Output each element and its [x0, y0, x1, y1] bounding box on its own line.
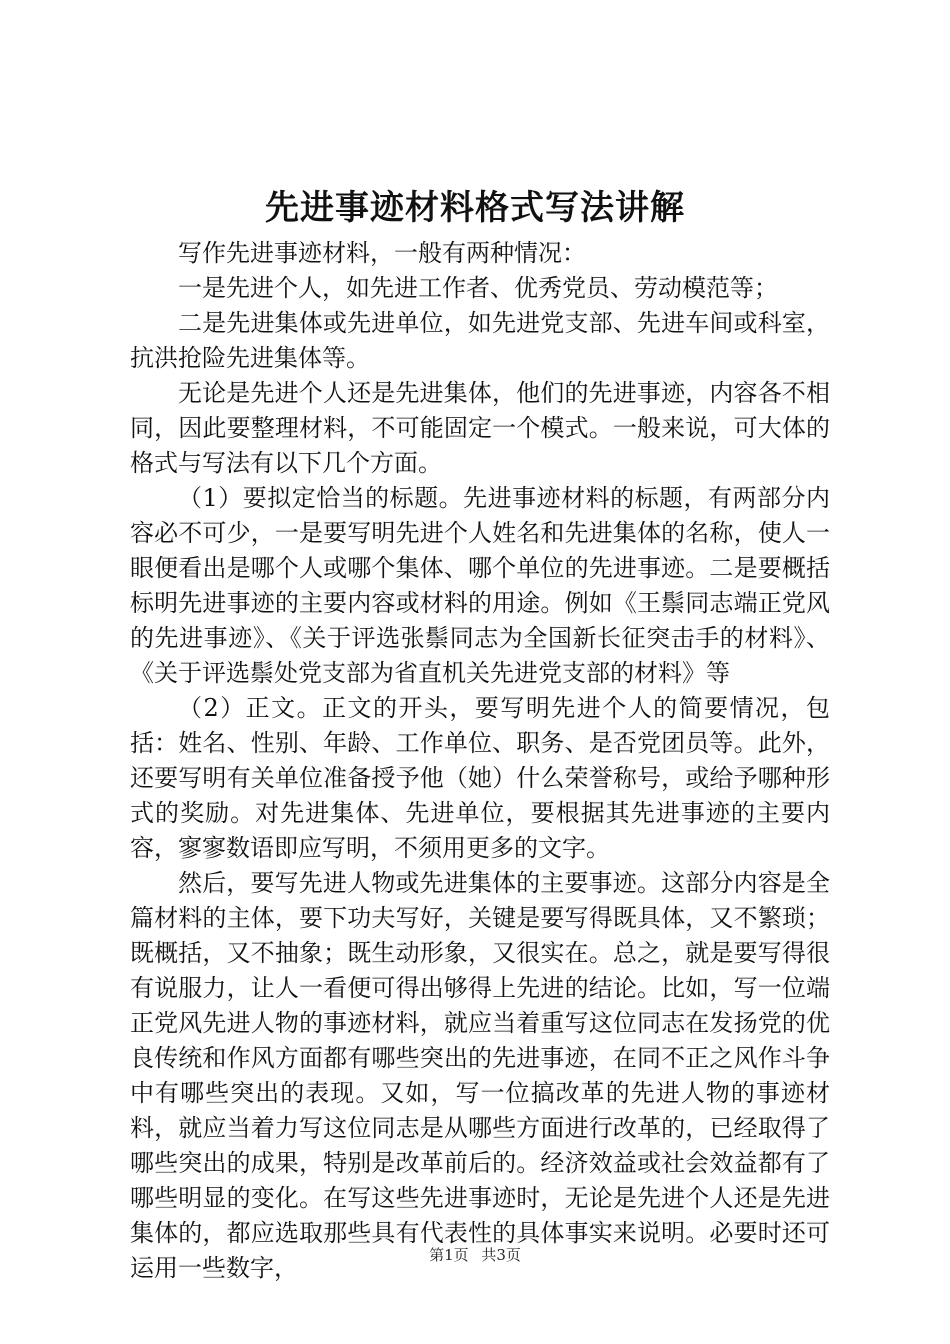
page-total: 共3页: [481, 1246, 521, 1264]
paragraph: 二是先进集体或先进单位，如先进党支部、先进车间或科室，抗洪抢险先进集体等。: [130, 309, 830, 372]
paragraph: 无论是先进个人还是先进集体，他们的先进事迹，内容各不相同，因此要整理材料，不可能固定一个模式。一般来说，可大体的格式与写法有以下几个方面。: [130, 379, 830, 477]
document-title: 先进事迹材料格式写法讲解: [265, 188, 685, 228]
document-body: [130, 236, 830, 1286]
paragraph: 一是先进个人，如先进工作者、优秀党员、劳动模范等；: [178, 274, 778, 302]
paragraph: 然后，要写先进人物或先进集体的主要事迹。这部分内容是全篇材料的主体，要下功夫写好，关键是要写得既具体，又不繁琐；既概括，又不抽象；既生动形象，又很实在。总之，就是要写得很有说服力，让人一看便可得出够得上先进的结论。比如，写一位端正党风先进人物的事迹材料，就应当着重写这位同志在发扬党的优良传统和作风方面都有哪些突出的先进事迹，在同不正之风作斗争中有哪些突出的表现。又如，写一位搞改革的先进人物的事迹材料，就应当着力写这位同志是从哪些方面进行改革的，已经取得了哪些突出的成果，特别是改革前后的。经济效益或社会效益都有了哪些明显的变化。在写这些先进事迹时，无论是先进个人还是先进集体的，都应选取那些具有代表性的具体事实来说明。必要时还可运用一些数字，: [130, 869, 830, 1282]
page-footer: [0, 1244, 950, 1265]
paragraph: 写作先进事迹材料，一般有两种情况：: [178, 239, 586, 267]
paragraph: （2）正文。正文的开头，要写明先进个人的简要情况，包括：姓名、性别、年龄、工作单位、职务、是否党团员等。此外，还要写明有关单位准备授予他（她）什么荣誉称号，或给予哪种形式的奖励。对先进集体、先进单位，要根据其先进事迹的主要内容，寥寥数语即应写明，不须用更多的文字。: [130, 694, 830, 862]
page-number: 第1页: [429, 1246, 469, 1264]
paragraph: （1）要拟定恰当的标题。先进事迹材料的标题，有两部分内容必不可少，一是要写明先进个人姓名和先进集体的名称，使人一眼便看出是哪个人或哪个集体、哪个单位的先进事迹。二是要概括标明先进事迹的主要内容或材料的用途。例如《王鬃同志端正党风的先进事迹》、《关于评选张鬃同志为全国新长征突击手的材料》、《关于评选鬃处党支部为省直机关先进党支部的材料》等: [130, 484, 830, 687]
